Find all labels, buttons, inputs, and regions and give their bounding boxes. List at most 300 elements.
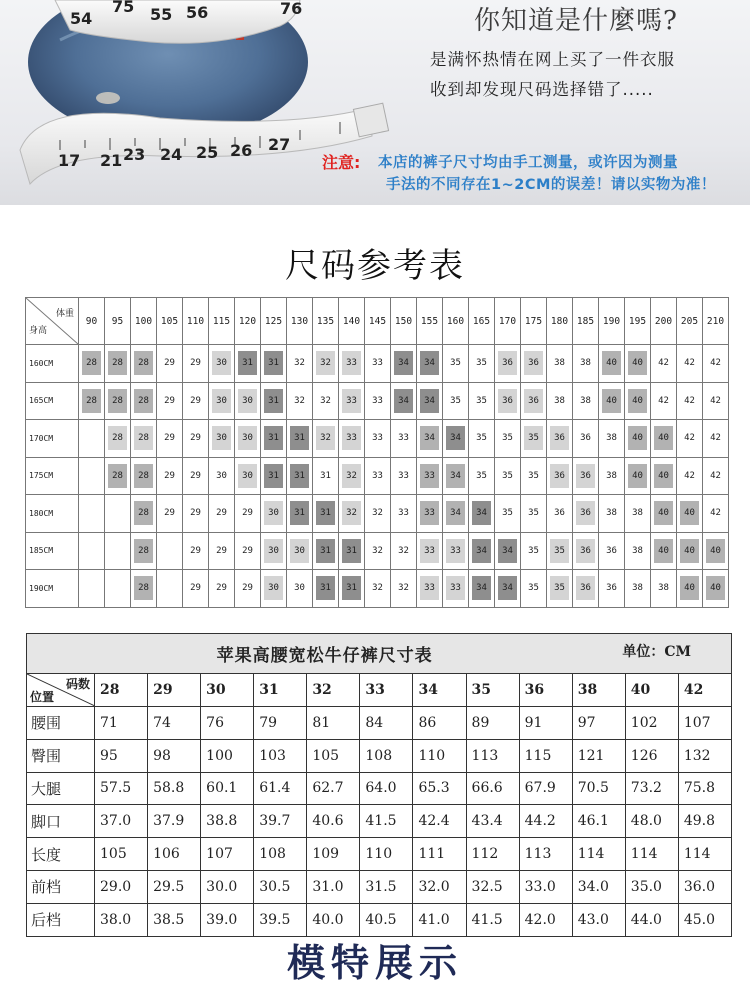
size-grid-cell <box>469 495 495 533</box>
size-grid-cell <box>235 495 261 533</box>
size-grid-cell <box>261 495 287 533</box>
size-grid-cell <box>157 570 183 608</box>
measurement-value: 126 <box>625 739 678 772</box>
size-grid-cell <box>625 382 651 420</box>
size-value: 35 <box>476 470 487 481</box>
weight-column-header: 110 <box>183 298 209 345</box>
size-grid-cell <box>183 382 209 420</box>
size-grid-cell <box>157 420 183 458</box>
corner-weight-label: 体重 <box>55 309 74 319</box>
measurement-value: 97 <box>572 707 625 740</box>
size-value: 42 <box>710 433 721 444</box>
size-grid-cell <box>599 570 625 608</box>
jeans-size-header: 42 <box>678 674 731 707</box>
size-grid-cell <box>391 420 417 458</box>
size-value: 29 <box>242 545 253 556</box>
measurement-label: 臀围 <box>27 739 95 772</box>
jeans-measurement-row <box>27 772 732 805</box>
size-value: 34 <box>420 389 439 413</box>
size-grid-cell <box>79 457 105 495</box>
size-grid-cell <box>677 532 703 570</box>
size-grid-cell <box>235 570 261 608</box>
size-value: 38 <box>606 433 617 444</box>
measurement-label: 长度 <box>27 838 95 871</box>
jeans-size-header: 31 <box>254 674 307 707</box>
size-grid-cell <box>573 570 599 608</box>
measurement-value: 38.0 <box>95 903 148 936</box>
size-grid-cell <box>131 495 157 533</box>
measurement-value: 35.0 <box>625 870 678 903</box>
size-grid-cell <box>79 382 105 420</box>
jeans-size-header: 40 <box>625 674 678 707</box>
size-grid-cell <box>209 382 235 420</box>
size-grid-cell <box>599 420 625 458</box>
size-value: 29 <box>164 433 175 444</box>
size-grid-cell <box>443 457 469 495</box>
size-value: 35 <box>450 358 461 369</box>
size-value: 33 <box>420 539 439 563</box>
size-value: 33 <box>342 426 361 450</box>
measurement-value: 61.4 <box>254 772 307 805</box>
banner <box>0 0 750 205</box>
weight-column-header: 125 <box>261 298 287 345</box>
size-value: 28 <box>134 501 153 525</box>
note-line-1: 本店的裤子尺寸均由手工测量，或许因为测量 <box>378 155 678 171</box>
size-grid-cell <box>703 495 729 533</box>
size-grid-cell <box>443 382 469 420</box>
size-grid-cell <box>521 532 547 570</box>
size-value: 34 <box>446 464 465 488</box>
size-grid-cell <box>157 532 183 570</box>
size-value: 29 <box>216 545 227 556</box>
size-value: 35 <box>528 470 539 481</box>
size-value: 33 <box>372 433 383 444</box>
tape-number: 54 <box>70 9 93 28</box>
size-value: 30 <box>238 426 257 450</box>
jeans-size-header-row <box>27 674 732 707</box>
size-grid-cell <box>703 532 729 570</box>
size-value: 29 <box>216 508 227 519</box>
size-value: 35 <box>550 576 569 600</box>
size-value: 34 <box>394 389 413 413</box>
size-value: 36 <box>580 433 591 444</box>
size-grid-cell <box>417 420 443 458</box>
measurement-value: 114 <box>678 838 731 871</box>
size-grid-cell <box>339 420 365 458</box>
measurement-value: 86 <box>413 707 466 740</box>
size-value: 29 <box>190 583 201 594</box>
measurement-value: 31.0 <box>307 870 360 903</box>
size-value: 33 <box>446 539 465 563</box>
weight-column-header: 195 <box>625 298 651 345</box>
measurement-label: 腰围 <box>27 707 95 740</box>
size-grid-cell <box>417 457 443 495</box>
size-grid-cell <box>287 457 313 495</box>
weight-column-header: 95 <box>105 298 131 345</box>
model-showcase-heading: 模特展示 <box>286 941 463 985</box>
size-chart-title: 尺码参考表 <box>285 246 465 286</box>
size-value: 29 <box>190 395 201 406</box>
measurement-value: 105 <box>95 838 148 871</box>
size-value: 30 <box>212 351 231 375</box>
size-grid-cell <box>261 570 287 608</box>
measurement-value: 40.5 <box>360 903 413 936</box>
tape-number: 27 <box>268 135 291 154</box>
size-grid-cell <box>469 532 495 570</box>
corner-height-label: 身高 <box>29 326 48 336</box>
size-value: 35 <box>476 433 487 444</box>
size-grid-cell <box>313 570 339 608</box>
height-row-label: 175CM <box>26 457 79 495</box>
size-value: 35 <box>528 545 539 556</box>
measurement-value: 112 <box>466 838 519 871</box>
size-value: 31 <box>238 351 257 375</box>
size-value: 34 <box>472 576 491 600</box>
size-grid-cell <box>703 345 729 383</box>
jeans-measurement-row <box>27 870 732 903</box>
size-value: 35 <box>502 433 513 444</box>
size-grid-cell <box>573 532 599 570</box>
size-value: 40 <box>628 351 647 375</box>
size-grid-cell <box>573 382 599 420</box>
measurement-value: 65.3 <box>413 772 466 805</box>
size-value: 31 <box>320 470 331 481</box>
measurement-value: 30.5 <box>254 870 307 903</box>
jeans-size-header: 28 <box>95 674 148 707</box>
jeans-measurement-row <box>27 707 732 740</box>
size-grid-cell <box>157 345 183 383</box>
measurement-value: 41.5 <box>466 903 519 936</box>
measurement-value: 103 <box>254 739 307 772</box>
tape-number: 76 <box>280 0 303 18</box>
measurement-value: 121 <box>572 739 625 772</box>
measurement-value: 66.6 <box>466 772 519 805</box>
measurement-value: 73.2 <box>625 772 678 805</box>
size-grid-cell <box>365 345 391 383</box>
tape-number: 26 <box>230 141 253 160</box>
size-grid-cell <box>131 420 157 458</box>
size-grid-cell <box>339 532 365 570</box>
size-value: 28 <box>134 351 153 375</box>
size-grid-cell <box>287 495 313 533</box>
size-value: 30 <box>264 539 283 563</box>
weight-column-header: 155 <box>417 298 443 345</box>
size-grid-cell <box>417 532 443 570</box>
size-value: 33 <box>420 501 439 525</box>
size-grid-cell <box>79 420 105 458</box>
measurement-value: 89 <box>466 707 519 740</box>
size-grid-cell <box>495 495 521 533</box>
measurement-value: 41.5 <box>360 805 413 838</box>
banner-line-2: 收到却发现尺码选择错了..... <box>430 80 654 99</box>
jeans-table-corner <box>27 674 95 707</box>
size-value: 38 <box>580 395 591 406</box>
size-value: 40 <box>654 426 673 450</box>
size-value: 31 <box>342 576 361 600</box>
size-value: 40 <box>654 501 673 525</box>
size-grid-row <box>26 532 729 570</box>
measurement-value: 40.0 <box>307 903 360 936</box>
weight-column-header: 185 <box>573 298 599 345</box>
size-grid-cell <box>495 382 521 420</box>
size-grid-cell <box>495 345 521 383</box>
size-grid-cell <box>521 495 547 533</box>
measurement-value: 30.0 <box>201 870 254 903</box>
size-grid-cell <box>183 532 209 570</box>
size-value: 30 <box>238 389 257 413</box>
size-value: 31 <box>290 501 309 525</box>
weight-column-header: 145 <box>365 298 391 345</box>
size-grid-cell <box>677 345 703 383</box>
height-row-label: 185CM <box>26 532 79 570</box>
size-grid-cell <box>105 570 131 608</box>
size-value: 42 <box>684 358 695 369</box>
size-grid-cell <box>599 495 625 533</box>
size-grid-cell <box>495 457 521 495</box>
size-grid-cell <box>547 345 573 383</box>
size-grid-cell <box>131 345 157 383</box>
weight-column-header: 190 <box>599 298 625 345</box>
size-value: 30 <box>238 464 257 488</box>
measurement-value: 114 <box>625 838 678 871</box>
size-grid-cell <box>287 345 313 383</box>
size-grid-cell <box>547 457 573 495</box>
size-value: 28 <box>134 576 153 600</box>
size-value: 33 <box>342 351 361 375</box>
tape-number: 23 <box>123 145 146 164</box>
size-value: 42 <box>684 433 695 444</box>
size-grid-cell <box>131 570 157 608</box>
size-grid-cell <box>443 532 469 570</box>
size-grid-cell <box>391 345 417 383</box>
size-grid-cell <box>157 382 183 420</box>
tape-number: 55 <box>150 5 173 24</box>
size-grid-cell <box>443 495 469 533</box>
size-value: 32 <box>294 358 305 369</box>
size-grid-cell <box>287 570 313 608</box>
size-grid-cell <box>443 570 469 608</box>
size-value: 29 <box>164 395 175 406</box>
size-grid-row <box>26 457 729 495</box>
measurement-value: 29.0 <box>95 870 148 903</box>
size-grid-row <box>26 420 729 458</box>
measurement-value: 81 <box>307 707 360 740</box>
measurement-value: 74 <box>148 707 201 740</box>
size-grid-cell <box>261 457 287 495</box>
size-value: 42 <box>710 470 721 481</box>
size-value: 42 <box>710 395 721 406</box>
size-grid-cell <box>443 420 469 458</box>
size-value: 38 <box>554 358 565 369</box>
size-grid-cell <box>651 420 677 458</box>
jeans-size-header: 38 <box>572 674 625 707</box>
size-grid-cell <box>313 420 339 458</box>
size-value: 34 <box>420 351 439 375</box>
size-value: 34 <box>498 576 517 600</box>
size-value: 33 <box>372 395 383 406</box>
size-grid-cell <box>469 420 495 458</box>
measurement-label: 前档 <box>27 870 95 903</box>
jeans-size-header: 30 <box>201 674 254 707</box>
size-value: 31 <box>316 501 335 525</box>
jeans-table-unit: 单位：CM <box>622 644 691 660</box>
measurement-value: 107 <box>201 838 254 871</box>
size-grid-cell <box>651 345 677 383</box>
size-grid-cell <box>677 420 703 458</box>
size-grid-cell <box>469 345 495 383</box>
measurement-value: 42.0 <box>519 903 572 936</box>
size-value: 32 <box>316 426 335 450</box>
measurement-value: 111 <box>413 838 466 871</box>
size-grid-cell <box>105 420 131 458</box>
size-value: 36 <box>606 583 617 594</box>
size-grid-cell <box>625 345 651 383</box>
measurement-value: 38.5 <box>148 903 201 936</box>
size-grid-cell <box>313 345 339 383</box>
measurement-value: 107 <box>678 707 731 740</box>
weight-column-header: 170 <box>495 298 521 345</box>
size-value: 30 <box>294 583 305 594</box>
size-grid-cell <box>313 532 339 570</box>
height-row-label: 165CM <box>26 382 79 420</box>
measurement-value: 110 <box>360 838 413 871</box>
measurement-value: 102 <box>625 707 678 740</box>
measurement-value: 31.5 <box>360 870 413 903</box>
size-grid-cell <box>677 382 703 420</box>
size-grid-cell <box>313 457 339 495</box>
size-grid-corner <box>26 298 79 345</box>
weight-column-header: 105 <box>157 298 183 345</box>
size-value: 40 <box>654 464 673 488</box>
jeans-size-header: 35 <box>466 674 519 707</box>
size-value: 40 <box>602 389 621 413</box>
size-value: 33 <box>372 358 383 369</box>
size-value: 29 <box>190 358 201 369</box>
size-grid-cell <box>391 570 417 608</box>
size-grid-row <box>26 570 729 608</box>
size-grid-cell <box>521 457 547 495</box>
size-value: 35 <box>450 395 461 406</box>
weight-column-header: 100 <box>131 298 157 345</box>
measurement-label: 脚口 <box>27 805 95 838</box>
size-value: 38 <box>632 583 643 594</box>
weight-column-header: 140 <box>339 298 365 345</box>
size-grid-cell <box>365 532 391 570</box>
size-value: 42 <box>658 395 669 406</box>
size-value: 29 <box>190 545 201 556</box>
measurement-value: 32.0 <box>413 870 466 903</box>
size-grid-cell <box>495 420 521 458</box>
banner-question: 你知道是什麼嗎? <box>474 6 678 36</box>
size-value: 33 <box>342 389 361 413</box>
size-value: 36 <box>550 426 569 450</box>
measurement-value: 106 <box>148 838 201 871</box>
tape-number: 56 <box>186 3 209 22</box>
measurement-value: 71 <box>95 707 148 740</box>
measurement-value: 64.0 <box>360 772 413 805</box>
jeans-size-header: 33 <box>360 674 413 707</box>
size-value: 40 <box>602 351 621 375</box>
size-value: 40 <box>628 426 647 450</box>
size-value: 36 <box>524 351 543 375</box>
size-grid-cell <box>469 457 495 495</box>
size-grid-cell <box>79 495 105 533</box>
size-grid-cell <box>261 382 287 420</box>
size-grid-cell <box>131 382 157 420</box>
jeans-size-header: 29 <box>148 674 201 707</box>
measurement-value: 48.0 <box>625 805 678 838</box>
size-value: 42 <box>710 508 721 519</box>
height-row-label: 190CM <box>26 570 79 608</box>
height-row-label: 170CM <box>26 420 79 458</box>
measurement-value: 75.8 <box>678 772 731 805</box>
measurement-value: 76 <box>201 707 254 740</box>
size-grid-cell <box>547 570 573 608</box>
size-grid-cell <box>625 457 651 495</box>
size-grid-cell <box>235 457 261 495</box>
size-value: 40 <box>706 576 725 600</box>
size-grid-cell <box>79 345 105 383</box>
size-value: 29 <box>216 583 227 594</box>
measurement-value: 67.9 <box>519 772 572 805</box>
size-grid-cell <box>235 345 261 383</box>
size-grid-cell <box>599 382 625 420</box>
corner-size-label: 码数 <box>65 677 90 691</box>
size-grid-cell <box>651 457 677 495</box>
corner-position-label: 位置 <box>30 690 55 704</box>
size-value: 35 <box>524 426 543 450</box>
size-grid-cell <box>391 457 417 495</box>
size-grid-cell <box>677 495 703 533</box>
size-grid-cell <box>287 532 313 570</box>
measurement-value: 33.0 <box>519 870 572 903</box>
size-value: 31 <box>290 464 309 488</box>
size-value: 40 <box>654 539 673 563</box>
size-value: 31 <box>316 539 335 563</box>
size-value: 40 <box>628 464 647 488</box>
size-value: 35 <box>502 508 513 519</box>
note-label: 注意: <box>322 153 361 172</box>
jeans-size-header: 32 <box>307 674 360 707</box>
measurement-value: 38.8 <box>201 805 254 838</box>
size-grid-cell <box>339 570 365 608</box>
measurement-value: 42.4 <box>413 805 466 838</box>
size-value: 36 <box>576 539 595 563</box>
size-value: 36 <box>554 508 565 519</box>
size-value: 31 <box>264 351 283 375</box>
size-grid-cell <box>287 382 313 420</box>
size-grid-cell <box>391 382 417 420</box>
size-grid-cell <box>287 420 313 458</box>
size-grid-cell <box>105 495 131 533</box>
size-value: 35 <box>550 539 569 563</box>
size-grid-cell <box>391 495 417 533</box>
size-grid-cell <box>703 420 729 458</box>
weight-column-header: 160 <box>443 298 469 345</box>
size-grid-cell <box>521 420 547 458</box>
size-grid-cell <box>703 382 729 420</box>
measurement-value: 60.1 <box>201 772 254 805</box>
size-value: 42 <box>658 358 669 369</box>
size-reference-grid <box>25 297 729 608</box>
measurement-value: 62.7 <box>307 772 360 805</box>
size-grid-cell <box>703 570 729 608</box>
size-value: 28 <box>82 389 101 413</box>
size-grid-cell <box>209 532 235 570</box>
size-grid-cell <box>209 570 235 608</box>
size-grid-cell <box>625 420 651 458</box>
size-value: 32 <box>372 545 383 556</box>
